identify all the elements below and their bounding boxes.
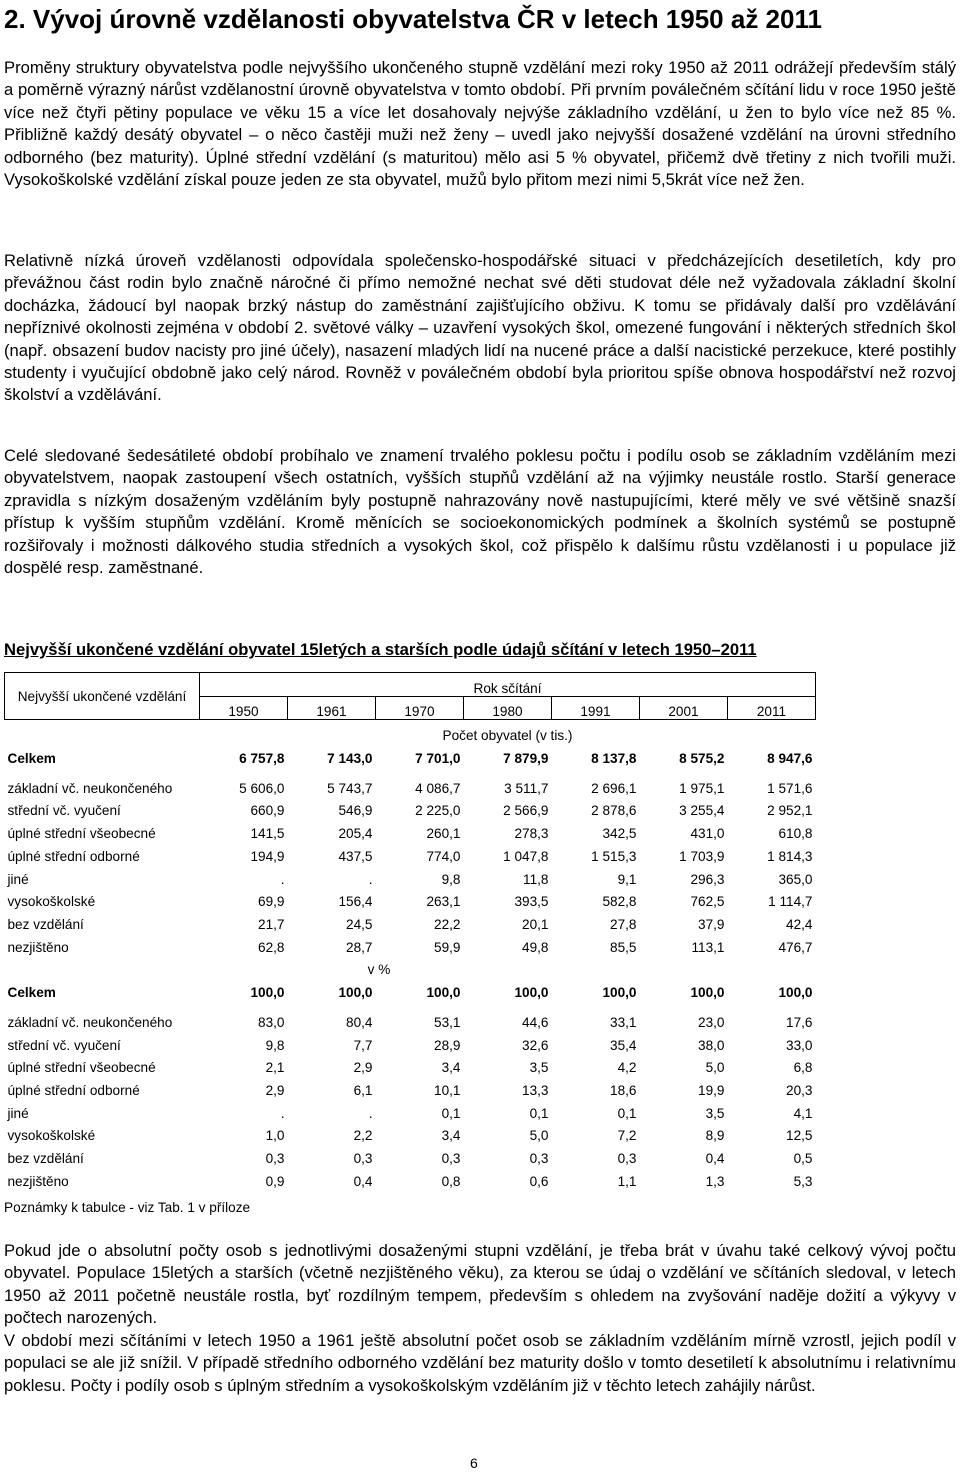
page-number: 6 [470, 1455, 478, 1471]
row-label: jiné [7, 871, 29, 887]
table-row [5, 818, 816, 841]
row-label: bez vzdělání [7, 1151, 84, 1167]
table-cell: 660,9 [250, 803, 285, 819]
table-caption: Nejvyšší ukončené vzdělání obyvatel 15letých a starších podle údajů sčítání v letech 1950–2011 [4, 640, 757, 659]
section-row-abs [5, 720, 816, 743]
table-cell: 69,9 [258, 894, 285, 910]
table-cell: 42,4 [786, 916, 813, 932]
row-label: nezjištěno [7, 1173, 69, 1189]
year-header: 1950 [200, 696, 288, 720]
table-cell: 35,4 [610, 1037, 637, 1053]
table-row [5, 909, 816, 932]
table-cell: 1 047,8 [503, 848, 549, 864]
table-cell: 0,3 [353, 1151, 373, 1167]
table-row [5, 841, 816, 864]
table-cell: 28,7 [346, 939, 373, 955]
table-cell: 0,4 [705, 1151, 725, 1167]
row-label: Celkem [7, 750, 56, 766]
section-heading: 2. Vývoj úrovně vzdělanosti obyvatelstva ČR v letech 1950 až 2011 [4, 4, 822, 34]
table-cell: 5,0 [529, 1128, 549, 1144]
table-cell: 3,4 [441, 1060, 461, 1076]
year-header: 1961 [288, 696, 376, 720]
table-cell: 1,0 [265, 1128, 285, 1144]
table-cell: 431,0 [690, 826, 725, 842]
table-cell: 80,4 [346, 1014, 373, 1030]
table-cell: 1 975,1 [679, 780, 725, 796]
table-cell: 141,5 [250, 826, 285, 842]
table-row [5, 1098, 816, 1121]
table-cell: 476,7 [778, 939, 813, 955]
paragraph-4: Pokud jde o absolutní počty osob s jednotlivými dosaženými stupni vzdělání, je třeba brát v úvahu také celkový vývoj počtu obyvatel. Populace 15letých a starších (včetně nezjištěného věku), za kterou se údaj o vzdělání ve sčítáních sledoval, v letech 1950 až 2011 početně neustále rostla, byť rozdílným tempem, především s ohledem na zvyšování naděje dožití a výkyvy v počtech narozených. [4, 1241, 956, 1328]
row-label: střední vč. vyučení [7, 1037, 121, 1053]
year-header: 1980 [464, 696, 552, 720]
education-table [4, 672, 816, 1189]
row-label: základní vč. neukončeného [7, 780, 173, 796]
table-cell: 17,6 [786, 1014, 813, 1030]
section-label-abs: Počet obyvatel (v tis.) [442, 728, 573, 744]
section-row-pct [5, 955, 816, 978]
row-label: úplné střední všeobecné [7, 826, 156, 842]
group-header: Rok sčítání [200, 673, 816, 697]
table-cell: 62,8 [258, 939, 285, 955]
row-label: úplné střední odborné [7, 1083, 140, 1098]
table-cell: 278,3 [514, 826, 549, 842]
table-cell: 7,7 [353, 1037, 373, 1053]
table-cell: 5,3 [793, 1173, 813, 1189]
table-cell: 393,5 [514, 894, 549, 910]
table-cell: 100,0 [250, 984, 285, 1000]
table-cell: 7,2 [617, 1128, 637, 1144]
table-row [5, 1000, 816, 1030]
table-cell: . [368, 871, 373, 887]
year-header: 1970 [376, 696, 464, 720]
table-cell: 20,3 [786, 1083, 813, 1098]
table-cell: 59,9 [434, 939, 461, 955]
table-cell: 7 143,0 [327, 750, 373, 766]
table-cell: 24,5 [346, 916, 373, 932]
table-cell: 0,8 [441, 1173, 461, 1189]
table-cell: 100,0 [778, 984, 813, 1000]
table-cell: 21,7 [258, 916, 285, 932]
row-label: úplné střední odborné [7, 848, 140, 864]
table-row [5, 864, 816, 887]
table-cell: 1 114,7 [768, 894, 813, 910]
table-cell: 3 511,7 [504, 780, 549, 796]
table-cell: 11,8 [523, 871, 549, 887]
table-cell: 53,1 [434, 1014, 461, 1030]
table-row [5, 766, 816, 796]
table-cell: 260,1 [426, 826, 461, 842]
table-cell: 18,6 [610, 1083, 637, 1098]
row-label: základní vč. neukončeného [7, 1014, 173, 1030]
table-cell: 100,0 [426, 984, 461, 1000]
table-cell: 2 952,1 [767, 803, 813, 819]
table-cell: 3,5 [529, 1060, 549, 1076]
table-cell: 2,1 [265, 1060, 285, 1076]
table-cell: 100,0 [602, 984, 637, 1000]
table-cell: 3 255,4 [679, 803, 725, 819]
table-cell: 546,9 [338, 803, 373, 819]
table-cell: 33,1 [610, 1014, 637, 1030]
row-label: jiné [7, 1105, 29, 1121]
table-cell: 0,3 [265, 1151, 285, 1167]
table-cell: 8 137,8 [591, 750, 637, 766]
table-row [5, 1075, 816, 1098]
table-cell: 37,9 [698, 916, 725, 932]
table-cell: 2 566,9 [503, 803, 549, 819]
table-cell: 13,3 [522, 1083, 549, 1098]
table-cell: 6,1 [353, 1083, 373, 1098]
table-cell: 365,0 [778, 871, 813, 887]
table-cell: 7 701,0 [415, 750, 461, 766]
table-cell: 1,3 [705, 1173, 725, 1189]
table-cell: . [280, 871, 285, 887]
table-cell: 762,5 [690, 894, 725, 910]
row-label: bez vzdělání [7, 916, 84, 932]
table-cell: 20,1 [522, 916, 549, 932]
row-label: úplné střední všeobecné [7, 1060, 156, 1076]
corner-header: Nejvyšší ukončené vzdělání [5, 673, 200, 720]
table-cell: 342,5 [602, 826, 637, 842]
table-cell: 28,9 [434, 1037, 461, 1053]
table-cell: 3,5 [705, 1105, 725, 1121]
table-cell: 2 225,0 [415, 803, 461, 819]
table-cell: 9,8 [265, 1037, 285, 1053]
table-cell: 113,1 [691, 939, 725, 955]
table-cell: 1 703,9 [679, 848, 725, 864]
table-cell: 1 814,3 [767, 848, 813, 864]
table-note: Poznámky k tabulce - viz Tab. 1 v příloze [4, 1200, 251, 1215]
table-cell: 33,0 [786, 1037, 813, 1053]
table-cell: 263,1 [426, 894, 461, 910]
row-label: nezjištěno [7, 939, 69, 955]
table-row [5, 1121, 816, 1144]
table-cell: 205,4 [338, 826, 373, 842]
table-cell: 1 515,3 [591, 848, 637, 864]
table-cell: 610,8 [778, 826, 813, 842]
paragraph-5: V období mezi sčítáními v letech 1950 a 1961 ještě absolutní počet osob se základním vzděláním mírně vzrostl, jejich podíl v populaci se ale již snížil. V případě středního odborného vzdělání bez maturity došlo v tomto desetiletí k absolutnímu i relativnímu poklesu. Počty i podíly osob s úplným středním a vysokoškolským vzděláním již v těchto letech zahájily nárůst. [4, 1331, 956, 1395]
table-cell: 0,4 [353, 1173, 373, 1189]
table-cell: 0,1 [441, 1105, 461, 1121]
table-cell: 8 947,6 [767, 750, 813, 766]
table-cell: 10,1 [434, 1083, 461, 1098]
table-cell: 44,6 [522, 1014, 549, 1030]
table-cell: 1 571,6 [767, 780, 813, 796]
table-cell: 5 743,7 [327, 780, 373, 796]
table-cell: 0,3 [441, 1151, 461, 1167]
table-cell: 3,4 [441, 1128, 461, 1144]
table-cell: 4,1 [793, 1105, 813, 1121]
table-cell: 27,8 [610, 916, 637, 932]
table-cell: 0,9 [265, 1173, 285, 1189]
table-row [5, 887, 816, 910]
table-cell: . [368, 1105, 373, 1121]
table-row [5, 1030, 816, 1053]
table-cell: 437,5 [338, 848, 373, 864]
table-cell: 23,0 [698, 1014, 725, 1030]
table-cell: 296,3 [690, 871, 725, 887]
table-row [5, 1166, 816, 1189]
row-label: střední vč. vyučení [7, 803, 121, 819]
table-row [5, 932, 816, 955]
table-cell: . [280, 1105, 285, 1121]
table-cell: 194,9 [250, 848, 285, 864]
table-cell: 22,2 [434, 916, 461, 932]
table-cell: 100,0 [338, 984, 373, 1000]
table-row [5, 1053, 816, 1076]
paragraph-3: Celé sledované šedesátileté období probíhalo ve znamení trvalého poklesu počtu i podílu osob se základním vzděláním mezi obyvatelstvem, naopak zastoupení všech ostatních, vyšších stupňů vzdělání až na výjimky neustále rostlo. Starší generace zpravidla s nízkým dosaženým vzděláním byly postupně nahrazovány nově nastupujícími, které měly ve své většině snazší přístup k vyšším stupňům vzdělání. Kromě měnících se socioekonomických podmínek a školních systémů se postupně rozšiřovaly i možnosti dálkového studia středních a vysokých škol, což přispělo k dalšímu růstu vzdělanosti i u populace již dospělé resp. zaměstnané. [4, 446, 956, 578]
table-cell: 0,3 [529, 1151, 549, 1167]
table-cell: 1,1 [617, 1173, 637, 1189]
table-cell: 4 086,7 [415, 780, 461, 796]
table-cell: 156,4 [338, 894, 373, 910]
table-cell: 2 878,6 [591, 803, 637, 819]
table-cell: 19,9 [698, 1083, 725, 1098]
table-cell: 38,0 [698, 1037, 725, 1053]
table-cell: 0,1 [617, 1105, 637, 1121]
table-cell: 100,0 [690, 984, 725, 1000]
table-cell: 32,6 [522, 1037, 549, 1053]
table-cell: 100,0 [514, 984, 549, 1000]
table-header-row-1 [5, 673, 816, 697]
row-label: Celkem [7, 984, 56, 1000]
table-cell: 0,6 [529, 1173, 549, 1189]
table-cell: 12,5 [786, 1128, 813, 1144]
year-header: 1991 [552, 696, 640, 720]
year-header: 2011 [728, 696, 816, 720]
table-cell: 8,9 [705, 1128, 725, 1144]
table-cell: 49,8 [522, 939, 549, 955]
table-cell: 0,1 [529, 1105, 549, 1121]
table-row [5, 977, 816, 1000]
table-row [5, 743, 816, 766]
table-cell: 2,2 [353, 1128, 373, 1144]
paragraph-2: Relativně nízká úroveň vzdělanosti odpovídala společensko-hospodářské situaci v předcházejících desetiletích, kdy pro převážnou část rodin bylo značně náročné či přímo nemožné nechat své děti studovat déle než vyžadovala základní školní docházka, žádoucí byl naopak brzký nástup do zaměstnání zajišťujícího obživu. K tomu se přidávaly další pro vzdělávání nepříznivé okolnosti zejména v období 2. světové války – uzavření vysokých škol, omezené fungování i některých středních škol (např. obsazení budov nacisty pro jiné účely), nasazení mladých lidí na nucené práce a další nacistické perzekuce, které postihly studenty i vyučující obdobně jako celý národ. Rovněž v poválečném období byla prioritou spíše obnova hospodářství než rozvoj školství a vzdělávání. [4, 251, 956, 405]
table-cell: 5,0 [705, 1060, 725, 1076]
table-cell: 9,1 [617, 871, 637, 887]
paragraph-1: Proměny struktury obyvatelstva podle nejvyššího ukončeného stupně vzdělání mezi roky 1950 až 2011 odrážejí především stálý a poměrně výrazný nárůst vzdělanostní úrovně obyvatelstva v tomto období. Při prvním poválečném sčítání lidu v roce 1950 ještě více než čtyři pětiny populace ve věku 15 a více let dosahovaly nejvýše základního vzdělání, u žen to bylo více než 85 %. Přibližně každý desátý obyvatel – o něco častěji muži než ženy – uvedl jako nejvyšší dosažené vzdělání na úrovni středního odborného (bez maturity). Úplné střední vzdělání (s maturitou) mělo asi 5 % obyvatel, přičemž dvě třetiny z nich tvořili muži. Vysokoškolské vzdělání získal pouze jeden ze sta obyvatel, mužů bylo přitom mezi nimi 5,5krát více než žen. [4, 58, 956, 190]
table-cell: 2,9 [265, 1083, 285, 1098]
table-cell: 5 606,0 [239, 780, 285, 796]
table-cell: 0,5 [793, 1151, 813, 1167]
table-row [5, 1143, 816, 1166]
table-cell: 6 757,8 [239, 750, 285, 766]
table-cell: 774,0 [426, 848, 461, 864]
table-cell: 6,8 [793, 1060, 813, 1076]
year-header: 2001 [640, 696, 728, 720]
row-label: vysokoškolské [7, 1128, 96, 1144]
table-row [5, 796, 816, 819]
table-cell: 582,8 [602, 894, 637, 910]
table-cell: 2,9 [353, 1060, 373, 1076]
table-cell: 83,0 [258, 1014, 285, 1030]
section-label-pct: v % [367, 962, 391, 978]
table-cell: 9,8 [441, 871, 461, 887]
table-cell: 2 696,1 [591, 780, 637, 796]
table-cell: 0,3 [617, 1151, 637, 1167]
table-cell: 85,5 [610, 939, 637, 955]
table-cell: 8 575,2 [679, 750, 725, 766]
table-cell: 7 879,9 [503, 750, 549, 766]
row-label: vysokoškolské [7, 894, 96, 910]
table-cell: 4,2 [617, 1060, 637, 1076]
